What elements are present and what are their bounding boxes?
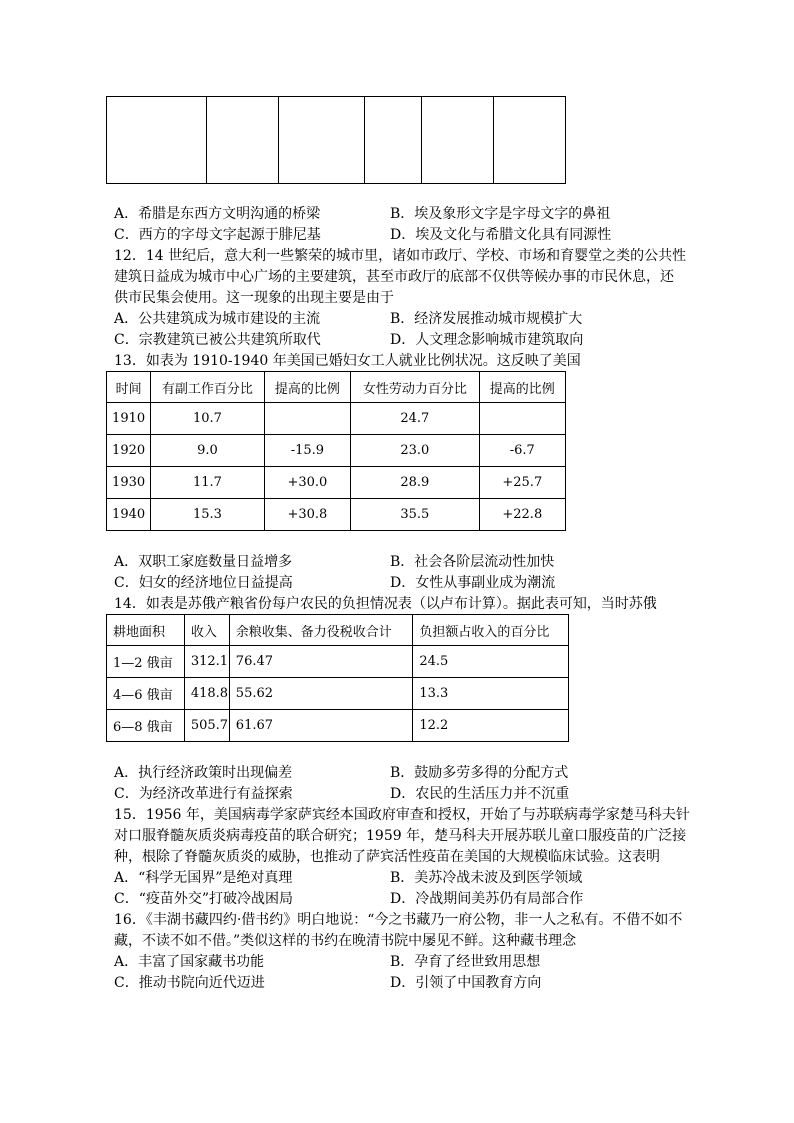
q14-option-c: C．为经济改革进行有益探索: [114, 786, 293, 802]
q12-stem-line-1: 12．14 世纪后，意大利一些繁荣的城市里，诸如市政厅、学校、市场和育婴堂之类的公共性: [114, 248, 687, 264]
q16-option-d: D．引领了中国教育方向: [390, 975, 542, 991]
table-cell: [479, 403, 565, 435]
table-cell: 23.0: [351, 435, 480, 467]
q15-option-c: C．“疫苗外交”打破冷战困局: [114, 891, 294, 907]
q14-option-a: A．执行经济政策时出现偏差: [114, 765, 293, 781]
q16-stem-line-2: 藏，不读不如不借。”类似这样的书约在晚清书院中屡见不鲜。这种藏书理念: [114, 933, 577, 949]
q14-option-d: D．农民的生活压力并不沉重: [390, 786, 570, 802]
q14-table: [106, 614, 569, 742]
q11-option-d: D．埃及文化与希腊文化具有同源性: [390, 227, 612, 243]
table-cell: 312.1: [184, 646, 229, 678]
table-cell: +30.8: [264, 499, 350, 531]
q12-option-d: D．人文理念影响城市建筑取向: [390, 332, 584, 348]
table-header-cell: 负担额占收入的百分比: [413, 615, 569, 646]
table-cell: 13.3: [413, 678, 569, 710]
table-row: [107, 403, 566, 435]
table-header-cell: 提高的比例: [479, 372, 565, 403]
table-cell: 10.7: [151, 403, 264, 435]
table-cell: 1910: [107, 403, 151, 435]
table-cell: 6—8 俄亩: [107, 710, 185, 742]
q16-option-a: A．丰富了国家藏书功能: [114, 954, 265, 970]
table-cell: -15.9: [264, 435, 350, 467]
empty-cell: [207, 97, 279, 184]
q12-option-a: A．公共建筑成为城市建设的主流: [114, 311, 321, 327]
table-row: [107, 435, 566, 467]
table-header-cell: 耕地面积: [107, 615, 185, 646]
q13-option-b: B．社会各阶层流动性加快: [390, 554, 555, 570]
q15-option-b: B．美苏冷战未波及到医学领域: [390, 870, 583, 886]
table-row: [107, 678, 569, 710]
q11-option-a: A．希腊是东西方文明沟通的桥梁: [114, 206, 321, 222]
table-header-row: [107, 372, 566, 403]
table-cell: 1—2 俄亩: [107, 646, 185, 678]
q16-stem-line-1: 16．《丰湖书藏四约·借书约》明白地说：“今之书藏乃一府公物，非一人之私有。不借不如不: [114, 912, 683, 928]
empty-cell: [107, 97, 207, 184]
q11-option-b: B．埃及象形文字是字母文字的鼻祖: [390, 206, 611, 222]
table-row: [107, 499, 566, 531]
table-cell: 15.3: [151, 499, 264, 531]
empty-cell: [494, 97, 566, 184]
q14-stem: 14．如表是苏俄产粮省份每户农民的负担情况表（以卢布计算）。据此表可知，当时苏俄: [114, 596, 657, 612]
q14-option-b: B．鼓励多劳多得的分配方式: [390, 765, 569, 781]
table-header-cell: 余粮收集、备力役税收合计: [229, 615, 413, 646]
table-cell: +22.8: [479, 499, 565, 531]
q13-option-d: D．女性从事副业成为潮流: [390, 575, 556, 591]
empty-cell: [365, 97, 422, 184]
empty-cell: [279, 97, 365, 184]
table-cell: 28.9: [351, 467, 480, 499]
table-cell: 9.0: [151, 435, 264, 467]
q11-option-c: C．西方的字母文字起源于腓尼基: [114, 227, 321, 243]
q13-stem: 13．如表为 1910-1940 年美国已婚妇女工人就业比例状况。这反映了美国: [114, 353, 581, 369]
q15-option-d: D．冷战期间美苏仍有局部合作: [390, 891, 584, 907]
q13-option-c: C．妇女的经济地位日益提高: [114, 575, 293, 591]
empty-table: [106, 96, 566, 184]
table-cell: 12.2: [413, 710, 569, 742]
table-cell: 24.5: [413, 646, 569, 678]
table-cell: 55.62: [229, 678, 413, 710]
table-header-cell: 女性劳动力百分比: [351, 372, 480, 403]
q15-stem-line-1: 15．1956 年，美国病毒学家萨宾经本国政府审查和授权，开始了与苏联病毒学家楚马科夫针: [114, 807, 690, 823]
q16-option-c: C．推动书院向近代迈进: [114, 975, 265, 991]
table-header-row: [107, 615, 569, 646]
table-cell: 76.47: [229, 646, 413, 678]
q13-table: [106, 371, 566, 531]
table-row: [107, 467, 566, 499]
table-cell: 1940: [107, 499, 151, 531]
q12-option-b: B．经济发展推动城市规模扩大: [390, 311, 583, 327]
table-header-cell: 有副工作百分比: [151, 372, 264, 403]
table-header-cell: 收入: [184, 615, 229, 646]
table-cell: 24.7: [351, 403, 480, 435]
table-cell: +30.0: [264, 467, 350, 499]
table-cell: 1920: [107, 435, 151, 467]
q15-option-a: A．“科学无国界”是绝对真理: [114, 870, 293, 886]
table-cell: 418.8: [184, 678, 229, 710]
table-cell: +25.7: [479, 467, 565, 499]
table-row: [107, 710, 569, 742]
q16-option-b: B．孕育了经世致用思想: [390, 954, 541, 970]
q15-stem-line-2: 对口服脊髓灰质炎病毒疫苗的联合研究；1959 年，楚马科夫开展苏联儿童口服疫苗的广泛接: [114, 828, 687, 844]
q13-option-a: A．双职工家庭数量日益增多: [114, 554, 293, 570]
table-cell: 61.67: [229, 710, 413, 742]
q12-stem-line-2: 建筑日益成为城市中心广场的主要建筑，甚至市政厅的底部不仅供等候办事的市民休息，还: [114, 269, 674, 285]
table-cell: [264, 403, 350, 435]
table-cell: 11.7: [151, 467, 264, 499]
table-cell: 4—6 俄亩: [107, 678, 185, 710]
table-cell: 1930: [107, 467, 151, 499]
empty-cell: [422, 97, 494, 184]
table-header-cell: 提高的比例: [264, 372, 350, 403]
table-cell: -6.7: [479, 435, 565, 467]
q12-stem-line-3: 供市民集会使用。这一现象的出现主要是由于: [114, 290, 394, 306]
table-cell: 505.7: [184, 710, 229, 742]
table-row: [107, 646, 569, 678]
q12-option-c: C．宗教建筑已被公共建筑所取代: [114, 332, 321, 348]
table-cell: 35.5: [351, 499, 480, 531]
q15-stem-line-3: 种，根除了脊髓灰质炎的威胁，也推动了萨宾活性疫苗在美国的大规模临床试验。这表明: [114, 849, 660, 865]
table-header-cell: 时间: [107, 372, 151, 403]
